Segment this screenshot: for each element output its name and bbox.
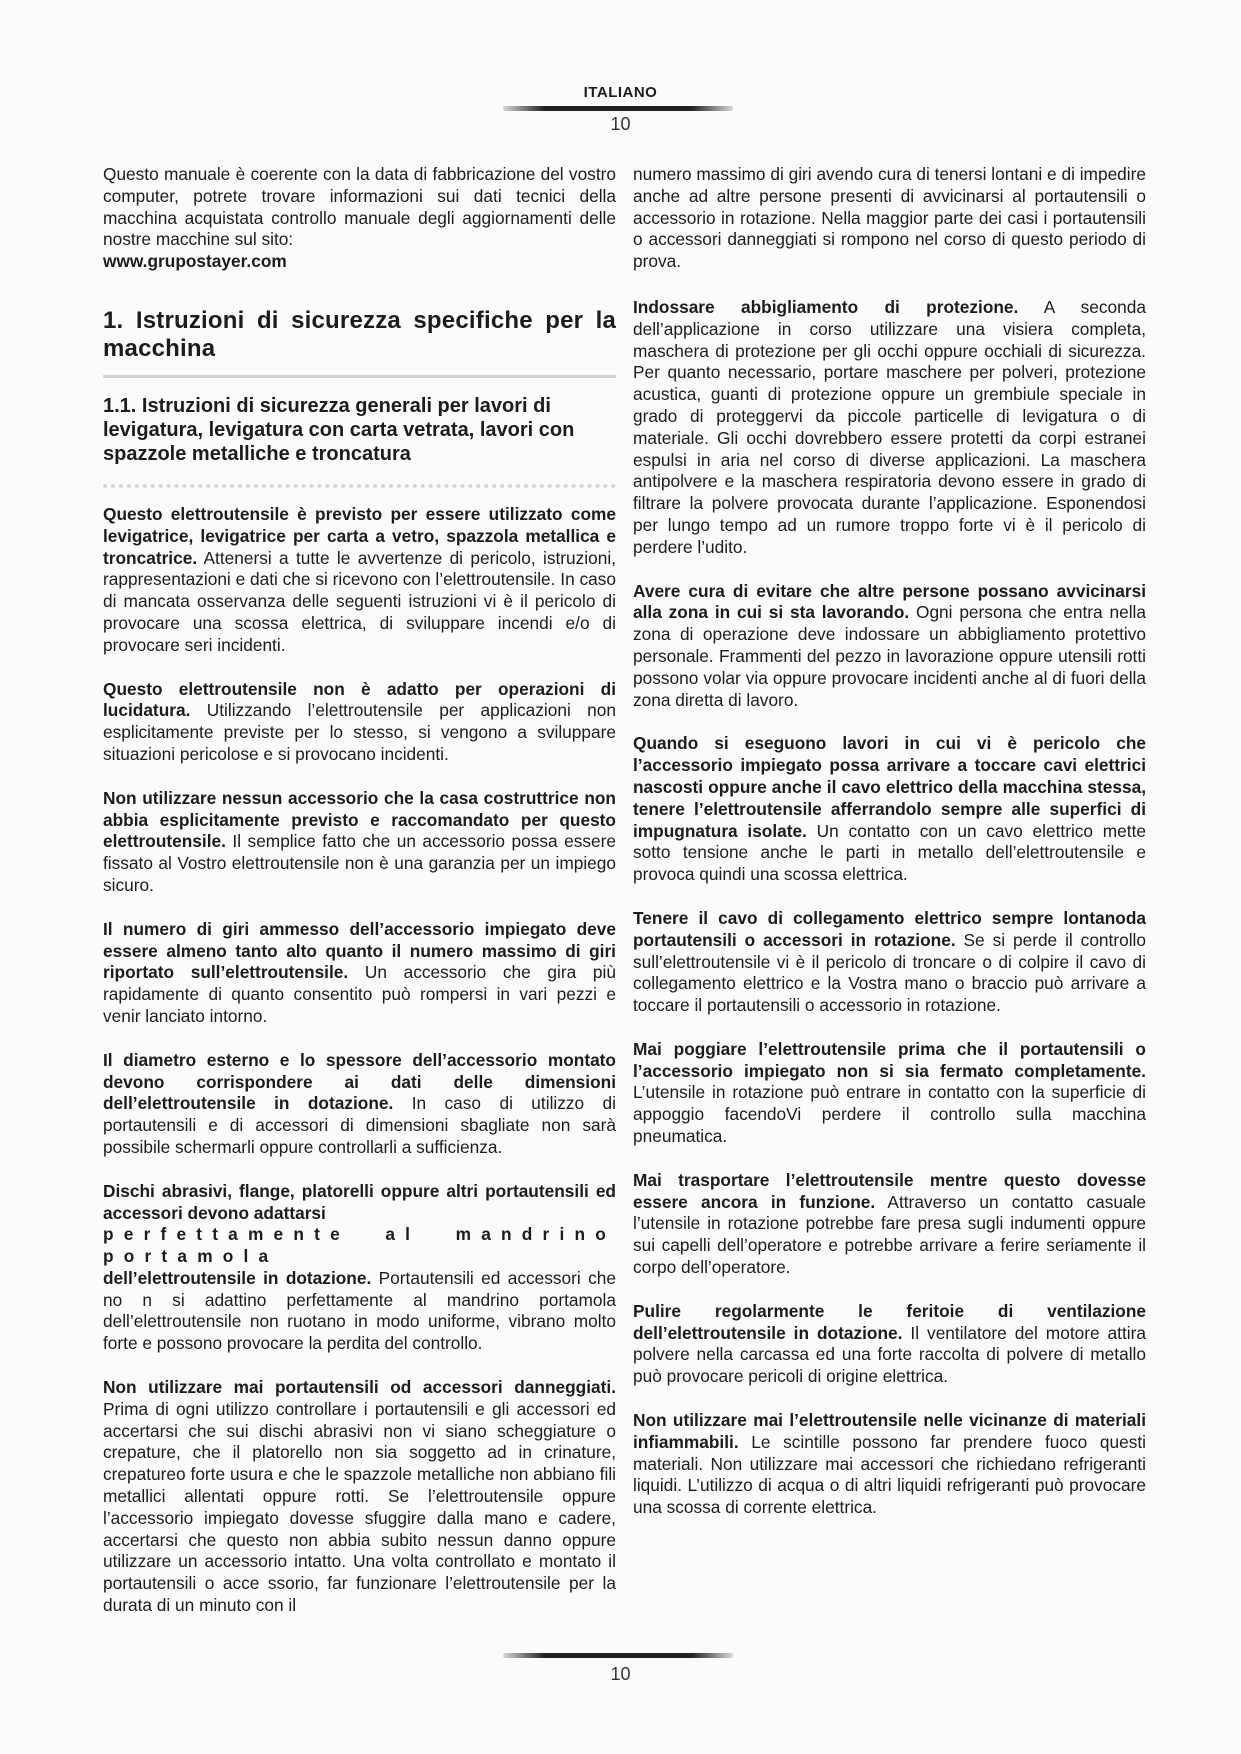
safety-paragraph: Non utilizzare mai l’elettroutensile nelle vicinanze di materiali infiammabili. Le scintille possono far prendere fuoco questi materiali. Non utilizzare mai accessori che richiedano refrigeranti liquidi. L’utilizzo di acqua o di altri liquidi refrigeranti può provocare una scossa di corrente elettrica. bbox=[633, 1410, 1146, 1518]
website-url: www.grupostayer.com bbox=[103, 251, 287, 272]
safety-paragraph: Dischi abrasivi, flange, platorelli oppure altri portautensili ed accessori devono adattarsi perfettamente al mandrino portamola dell’elettroutensile in dotazione. Portautensili ed accessori che no n si adattino perfettamente al mandrino portamola dell’elettroutensile non ruotano in modo uniforme, vibrano molto forte e possono provocare la perdita del controllo. bbox=[103, 1180, 616, 1354]
safety-paragraph: Il diametro esterno e lo spessore dell’accessorio montato devono corrispondere ai dati delle dimensioni dell’elettroutensile in dotazione. In caso di utilizzo di portautensili e di accessori di dimensioni sbagliate non sarà possibile schermarli oppure controllarli a sufficienza. bbox=[103, 1049, 616, 1157]
header-rule bbox=[503, 106, 733, 111]
safety-paragraph: Il numero di giri ammesso dell’accessorio impiegato deve essere almeno tanto alto quanto il numero massimo di giri riportato sull’elettroutensile. Un accessorio che gira più rapidamente di quanto consentito può rompersi in vari pezzi e venir lanciato intorno. bbox=[103, 918, 616, 1026]
safety-paragraph: Tenere il cavo di collegamento elettrico sempre lontanoda portautensili o accessori in rotazione. Se si perde il controllo sull’elettroutensile vi è il pericolo di troncare o di colpire il cavo di collegamento elettrico e la Vostra mano o braccio può arrivare a toccare il portautensili o accessorio in rotazione. bbox=[633, 907, 1146, 1016]
safety-paragraph: Mai trasportare l’elettroutensile mentre questo dovesse essere ancora in funzione. Attraverso un contatto casuale l’utensile in rotazione potrebbe fare presa sugli indumenti oppure sui capelli dell’operatore e potrebbe arrivare a ferire seriamente il corpo dell’operatore. bbox=[633, 1169, 1147, 1278]
footer-rule bbox=[503, 1653, 733, 1658]
right-column bbox=[633, 164, 1146, 1519]
intro-paragraph: Questo manuale è coerente con la data di fabbricazione del vostro computer, potrete trovare informazioni sui dati tecnici della macchina acquistata controllo manuale degli aggiornamenti delle nostre macchine sul sito: www.grupostayer.com bbox=[103, 164, 616, 272]
language-header: ITALIANO bbox=[583, 84, 658, 101]
safety-paragraph: Questo elettroutensile è previsto per essere utilizzato come levigatrice, levigatrice per carta a vetro, spazzola metallica e troncatrice. Attenersi a tutte le avvertenze di pericolo, istruzioni, rappresentazioni e dati che si ricevono con l’elettroutensile. In caso di mancata osservanza delle seguenti istruzioni vi è il pericolo di provocare una scossa elettrica, di sviluppare incendi e/o di provocare seri incidenti. bbox=[103, 503, 616, 655]
subsection-heading: 1.1. Istruzioni di sicurezza generali per lavori di levigatura, levigatura con carta vetrata, lavori con spazzole metalliche e troncatura bbox=[103, 394, 616, 488]
safety-paragraph: Avere cura di evitare che altre persone possano avvicinarsi alla zona in cui si sta lavorando. Ogni persona che entra nella zona di operazione deve indossare un abbigliamento protettivo personale. Frammenti del pezzo in lavorazione oppure utensili rotti possono volar via oppure provocare incidenti anche al di fuori della zona diretta di lavoro. bbox=[633, 580, 1146, 710]
safety-paragraph: Non utilizzare nessun accessorio che la casa costruttrice non abbia esplicitamente previsto e raccomandato per questo elettroutensile. Il semplice fatto che un accessorio possa essere fissato al Vostro elettroutensile non è una garanzia per un impiego sicuro. bbox=[103, 787, 616, 895]
safety-paragraph: Indossare abbigliamento di protezione. A seconda dell’applicazione in corso utilizzare una visiera completa, maschera di protezione per gli occhi oppure occhiali di sicurezza. Per quanto necessario, portare maschere per polveri, protezione acustica, guanti di protezione oppure un grembiule speciale in grado di proteggervi da piccole particelle di levigatura o di materiale. Gli occhi dovrebbero essere protetti da corpi estranei espulsi in aria nel corso di diverse applicazioni. La maschera antipolvere e la maschera respiratoria devono essere in grado di filtrare la polvere provocata durante l’applicazione. Esponendosi per lungo tempo ad un rumore troppo forte vi è il pericolo di perdere l’udito. bbox=[633, 296, 1146, 557]
safety-paragraph: Non utilizzare mai portautensili od accessori danneggiati. Prima di ogni utilizzo controllare i portautensili e gli accessori ed accertarsi che sui dischi abrasivi non vi siano scheggiature o crepature, che il platorello non sia soggetto ad in crinature, crepatureo forte usura e che le spazzole metalliche non abbiano fili metallici allentati oppure rotti. Se l’elettroutensile oppure l’accessorio impiegato dovesse sfuggire dalla mano e cadere, accertarsi che questo non abbia subito nessun danno oppure utilizzare un accessorio intatto. Una volta controllato e montato il portautensili o acce ssorio, far funzionare l’elettroutensile per la durata di un minuto con il bbox=[103, 1377, 616, 1616]
page-number-top: 10 bbox=[610, 114, 631, 134]
safety-paragraph: numero massimo di giri avendo cura di tenersi lontani e di impedire anche ad altre persone presenti di avvicinarsi al portautensili o accessorio in rotazione. Nella maggior parte dei casi i portautensili o accessori danneggiati si rompono nel corso di questo periodo di prova. bbox=[633, 164, 1146, 272]
left-column bbox=[103, 164, 616, 1617]
section-heading: 1. Istruzioni di sicurezza specifiche per la macchina bbox=[103, 307, 616, 378]
safety-paragraph: Mai poggiare l’elettroutensile prima che il portautensili o l’accessorio impiegato non si sia fermato completamente. L’utensile in rotazione può entrare in contatto con la superficie di appoggio facendoVi perdere il controllo sulla macchina pneumatica. bbox=[633, 1038, 1146, 1147]
safety-paragraph: Pulire regolarmente le feritoie di ventilazione dell’elettroutensile in dotazione. Il ventilatore del motore attira polvere nella carcassa ed una forte raccolta di polvere di metallo può provocare pericoli di origine elettrica. bbox=[633, 1300, 1146, 1387]
page-number-bottom: 10 bbox=[610, 1664, 631, 1684]
safety-paragraph: Questo elettroutensile non è adatto per operazioni di lucidatura. Utilizzando l’elettroutensile per applicazioni non esplicitamente previste per lo stesso, si vengono a sviluppare situazioni pericolose e si provocano incidenti. bbox=[103, 678, 616, 764]
safety-paragraph: Quando si eseguono lavori in cui vi è pericolo che l’accessorio impiegato possa arrivare a toccare cavi elettrici nascosti oppure anche il cavo elettrico della macchina stessa, tenere l’elettroutensile afferrandolo sempre alle superfici di impugnatura isolate. Un contatto con un cavo elettrico mette sotto tensione anche le parti in metallo dell’elettroutensile e provoca quindi una scossa elettrica. bbox=[633, 733, 1146, 885]
